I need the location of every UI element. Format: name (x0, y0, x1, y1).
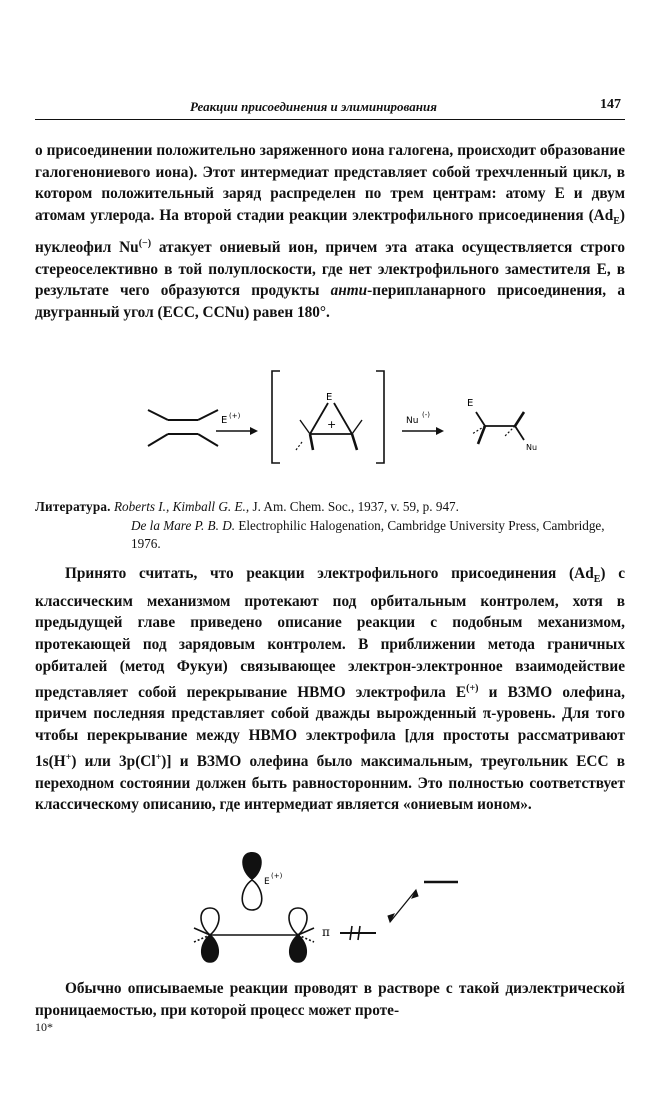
product-e: E (467, 398, 474, 409)
reference-1 (35, 498, 625, 517)
orbital-e: E (264, 877, 270, 887)
p3-text: Обычно описываемые реакции проводят в растворе с такой диэлектрической проницаемостью, при которой процесс может проте- (35, 980, 625, 1019)
reagent-e-charge: (+) (229, 412, 241, 420)
energy-levels (340, 882, 458, 940)
paragraph-2 (35, 563, 625, 816)
p2-ade-subscript: E (593, 574, 601, 586)
ref1-details: J. Am. Chem. Soc., 1937, v. 59, p. 947. (249, 499, 459, 514)
p2-text-2: ) с классическим механизмом протекают под орбитальным контролем, хотя в предыдущей главе приведено описание реакции с подобным механизмом, протекающей под зарядовым контролем. В приближении метода граничных орбиталей (метод Фукуи) связывающее электрон-электронное взаимодействие представляет собой перекрывание НВМО электрофила E (35, 565, 626, 701)
running-head (35, 95, 625, 120)
p2-text-4: ) или 3p(Cl (71, 752, 156, 770)
paragraph-1 (35, 140, 625, 324)
positive-charge: + (327, 418, 337, 431)
ref1-authors: Roberts I., Kimball G. E., (113, 499, 250, 514)
p2-text-5: )] и ВЗМО олефина было максимальным, треугольник ECC в переходном состоянии должен быть равносторонним. Это полностью соответствует классическому описанию, где интермедиат является «ониевым ионом». (35, 752, 625, 814)
references (35, 498, 625, 554)
p1-anti-italic: анти (330, 282, 368, 300)
signature-mark: 10* (35, 1020, 53, 1034)
product-molecule (472, 412, 524, 444)
p1-text-c: атакует ониевый ион, причем эта атака осуществляется строго стереоселективно в той полуплоскости, где нет электрофильного заместителя E, в результате чего образуются продукты (35, 238, 625, 300)
electrophile-orbital (242, 852, 282, 910)
reagent-arrow-1 (216, 412, 258, 435)
pi-orbitals (194, 908, 314, 962)
running-title: Реакции присоединения и элиминирования (190, 99, 437, 114)
ref2-details: Electrophilic Halogenation, Cambridge University Press, Cambridge, 1976. (131, 517, 605, 551)
p2-text-1: Принято считать, что реакции электрофильного присоединения (Ad (65, 565, 594, 582)
alkene-molecule (148, 410, 218, 446)
reaction-scheme (130, 368, 560, 468)
product-nu: Nu (526, 443, 538, 452)
orbital-diagram (180, 840, 480, 975)
p1-text-a: о присоединении положительно заряженного иона галогена, происходит образование галогенониевого иона). Этот интермедиат представляет собой трехчленный цикл, в котором положительный заряд распределен по трем центрам: атому E и двум атомам углерода. На второй стадии реакции электрофильного присоединения (Ad (35, 142, 625, 225)
p1-text-b: ) нуклеофил Nu (35, 207, 625, 256)
ref2-authors: De la Mare P. B. D. (131, 517, 236, 533)
reagent-arrow-2 (402, 411, 444, 435)
page-number: 147 (600, 97, 621, 112)
bracket-right (376, 371, 384, 463)
orbital-e-charge: (+) (271, 872, 283, 880)
p2-e-charge: (+) (466, 682, 479, 694)
p2-h-charge: + (65, 751, 72, 763)
references-heading: Литература. (35, 499, 111, 514)
reagent-nu-charge: (-) (422, 411, 430, 419)
p1-nu-superscript: (−) (138, 237, 152, 249)
pi-label: π (322, 925, 330, 939)
p1-ade-subscript: E (613, 216, 620, 228)
reagent-nu: Nu (406, 416, 419, 426)
bracket-left (272, 371, 280, 463)
p2-cl-charge: + (155, 751, 162, 763)
reference-2 (35, 517, 625, 554)
reagent-e: E (221, 415, 228, 426)
p2-text-3: и ВЗМО олефина, причем последняя представляет собой дважды вырожденный π-уровень. Для того чтобы перекрывание между НВМО электрофила [для простоты рассматривают 1s(H (35, 683, 626, 770)
paragraph-3 (35, 978, 625, 1021)
ring-atom-e: E (326, 392, 333, 403)
p1-text-d: -перипланарного присоединения, а двугранный угол (ECC, CCNu) равен 180°. (35, 282, 625, 322)
